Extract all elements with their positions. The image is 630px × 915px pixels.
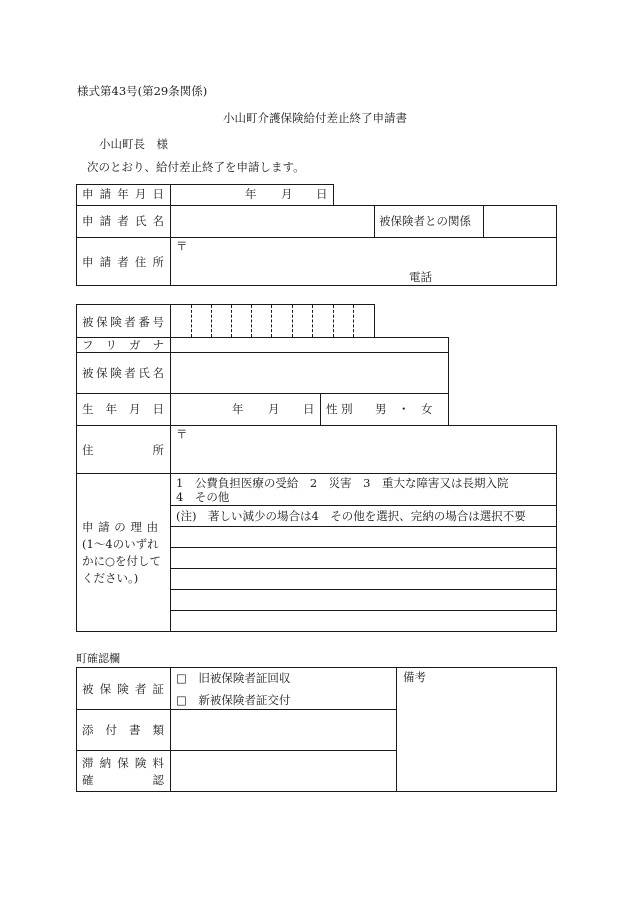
addressee: 小山町長 様 [99,137,168,151]
date-day-unit: 日 [316,187,328,201]
intro-text: 次のとおり、給付差止終了を申請します。 [87,160,305,174]
arrears-field[interactable] [172,752,395,790]
application-date-label: 申 請 年 月 日 [82,187,164,201]
old-card-collected-checkbox[interactable]: □ 旧被保険者証回収 [176,671,291,685]
relation-label: 被保険者との関係 [379,214,471,228]
relation-field[interactable] [485,207,555,236]
remarks-field[interactable] [398,686,555,790]
insured-address-label: 住 所 [82,443,164,457]
reason-label: 申 請 の 理 由 [82,520,159,534]
reason-options-line-1[interactable]: 1 公費負担医療の受給 2 災害 3 重大な障害又は長期入院 [176,476,509,490]
insured-number-field[interactable] [172,306,372,336]
insurance-card-label: 被 保 険 者 証 [82,682,164,696]
applicant-name-field[interactable] [172,207,372,236]
insured-postal-mark: 〒 [176,427,188,441]
reason-instruction-1: (1〜4のいずれ [82,537,159,551]
birth-date-label: 生 年 月 日 [82,402,164,416]
reason-instruction-3: ください。) [82,571,139,585]
arrears-label-line-2: 確 認 [82,773,164,787]
applicant-name-label: 申 請 者 氏 名 [82,214,164,228]
furigana-label: フ リ ガ ナ [82,338,164,352]
insured-name-field[interactable] [172,354,447,392]
date-year-unit: 年 [245,187,257,201]
furigana-field[interactable] [172,338,447,351]
sex-options[interactable]: 男 ・ 女 [375,402,433,416]
birth-month-unit: 月 [268,402,280,416]
sex-label: 性 別 [326,402,353,416]
birth-day-unit: 日 [303,402,315,416]
applicant-postal-mark: 〒 [176,239,188,253]
attachments-field[interactable] [172,711,395,749]
remarks-label: 備考 [403,670,426,684]
insured-number-label: 被 保 険 者 番 号 [82,315,164,329]
reason-detail-field[interactable] [172,527,555,630]
reason-instruction-2: かに○を付して [82,554,162,568]
reason-options-line-2[interactable]: 4 その他 [176,490,230,504]
date-month-unit: 月 [281,187,293,201]
attachments-label: 添 付 書 類 [82,723,164,737]
applicant-address-label: 申 請 者 住 所 [82,255,164,269]
new-card-issued-checkbox[interactable]: □ 新被保険者証交付 [176,693,291,707]
form-number: 様式第43号(第29条関係) [77,84,208,98]
arrears-label-line-1: 滞 納 保 険 料 [82,756,164,770]
birth-year-unit: 年 [232,402,244,416]
town-section-title: 町確認欄 [76,652,120,665]
insured-name-label: 被 保 険 者 氏 名 [82,366,164,380]
reason-note: (注) 著しい減少の場合は4 その他を選択、完納の場合は選択不要 [176,509,526,523]
form-title: 小山町介護保険給付差止終了申請書 [223,111,407,125]
phone-label: 電話 [409,270,432,284]
